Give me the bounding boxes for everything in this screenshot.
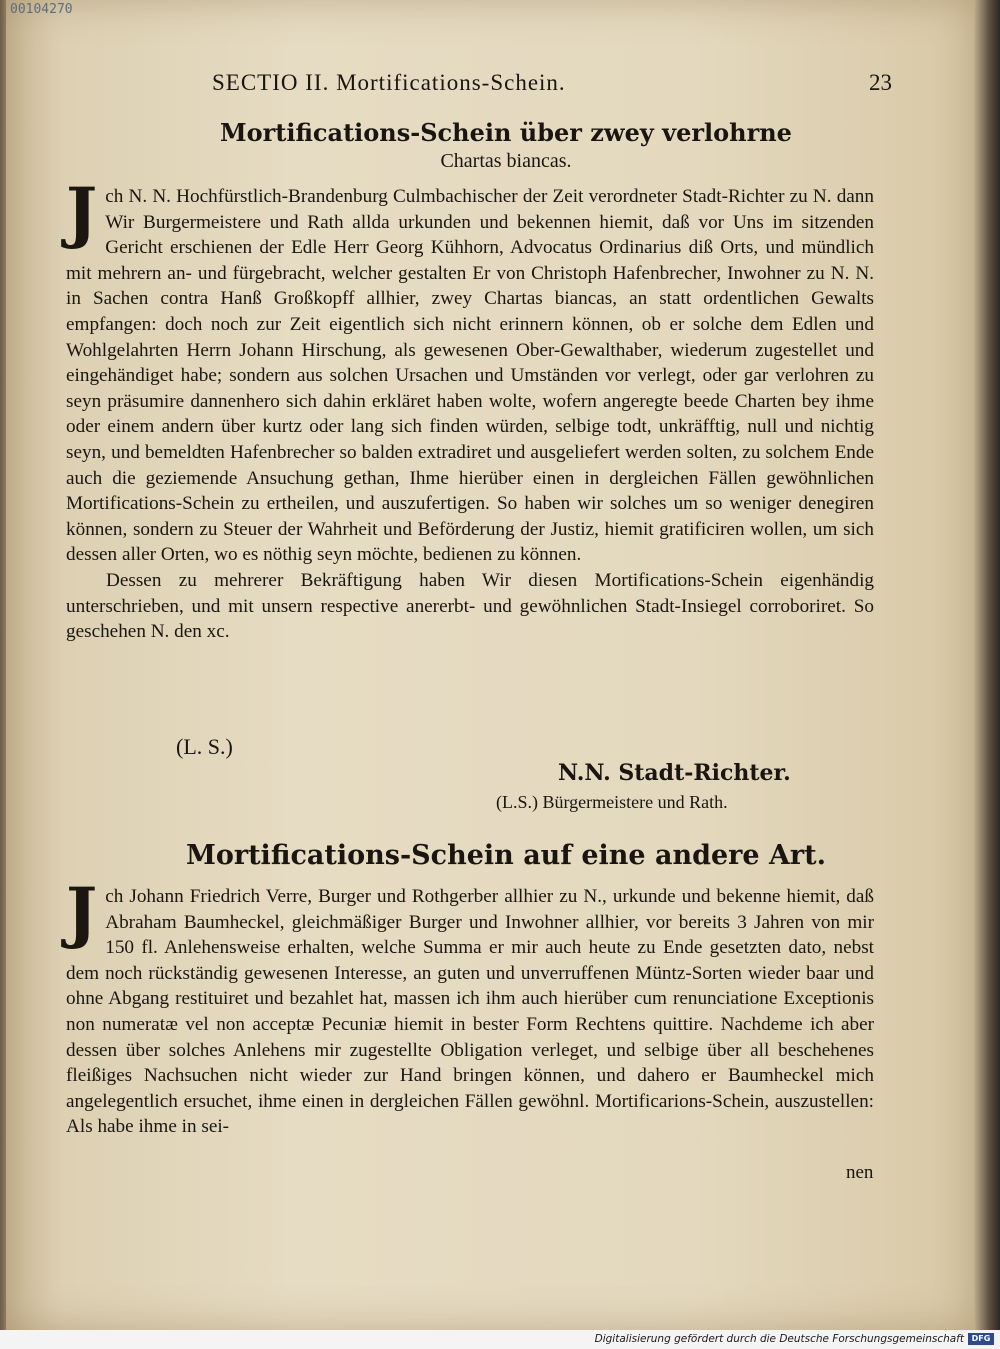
catalog-stamp: 00104270 xyxy=(10,2,73,17)
dfg-logo-icon: DFG xyxy=(968,1333,994,1345)
footer-bar xyxy=(0,1330,1000,1349)
catchword: nen xyxy=(846,1162,874,1183)
section2-body xyxy=(66,873,874,1140)
section1-heading: Mortifications-Schein über zwey verlohrne xyxy=(220,118,792,147)
dropcap: J xyxy=(66,873,98,951)
section1-subheading: Chartas biancas. xyxy=(440,150,572,172)
section1-paragraph2: Dessen zu mehrerer Bekräftigung haben Wir diesen Mortifications-Schein eigenhändig unterschrieben, und mit unsern respective anererbt- und gewöhnlichen Stadt-Insiegel corroboriret. So geschehen N. den xc. xyxy=(66,569,874,643)
dropcap: J xyxy=(66,173,98,251)
signature-council: (L.S.) Bürgermeistere und Rath. xyxy=(496,792,728,812)
page-number: 23 xyxy=(869,70,892,95)
section2-paragraph1: ch Johann Friedrich Verre, Burger und Rothgerber allhier zu N., urkunde und bekenne hiemit, daß Abraham Baumheckel, gleichmäßiger Burger und Inwohner allhier, vor bereits 3 Jahren von mir 150 fl. Anlehensweise erhalten, welche Summa er mir auch heute zu Ende gesetzten dato, nebst dem noch rückständig gewesenen Interesse, an guten und unverruffenen Müntz-Sorten wieder baar und ohne Abgang restituiret und bezahlet hat, massen ich ihm auch hierüber cum renunciatione Exceptionis non numeratæ vel non acceptæ Pecuniæ hiemit in bester Form Rechtens quittire. Nachdeme ich aber dessen über solches Anlehens mir zugestellte Obligation verleget, und selbige über all beschehenes fleißiges Nachsuchen nicht wieder zur Hand bringen können, und dahero er Baumheckel mich angelegentlich ersuchet, ihme einen in dergleichen Fällen gewöhnl. Mortificarions-Schein, auszustellen: Als habe ihme in sei- xyxy=(66,886,874,1138)
signature-stadt-richter: N.N. Stadt-Richter. xyxy=(558,760,791,786)
page-edge-right xyxy=(974,0,1000,1330)
running-head-title: SECTIO II. Mortifications-Schein. xyxy=(212,70,566,95)
section1-body xyxy=(66,173,874,645)
section2-heading: Mortifications-Schein auf eine andere Art. xyxy=(185,840,827,871)
footer-credit: Digitalisierung gefördert durch die Deutsche Forschungsgemeinschaft xyxy=(594,1333,964,1345)
book-page xyxy=(6,0,974,1330)
section1-paragraph1: ch N. N. Hochfürstlich-Brandenburg Culmbachischer der Zeit verordneter Stadt-Richter zu N. dann Wir Burgermeistere und Rath allda urkunden und bekennen hiemit, daß vor Uns im sitzenden Gericht erschienen der Edle Herr Georg Kühhorn, Advocatus Ordinarius diß Orts, und mündlich mit mehrern an- und fürgebracht, welcher gestalten Er von Christoph Hafenbrecher, Inwohner zu N. N. in Sachen contra Hanß Großkopff allhier, zwey Chartas biancas, an statt ordentlichen Gewalts empfangen: doch noch zur Zeit eigentlich sich nicht erinnern können, ob er solche dem Edlen und Wohlgelahrten Herrn Johann Hirschung, als gewesenen Ober-Gewalthaber, wiederum zugestellet und eingehändiget habe; sondern aus solchen Ursachen und Umständen vor verlegt, oder gar verlohren zu seyn präsumire dannenhero sich dahin erkläret haben wolte, wofern angeregte beede Charten bey ihme oder einem andern über kurtz oder lang sich finden würden, selbige todt, unkräfftig, null und nichtig seyn, und bemeldten Hafenbrecher so balden extradiret und ausgeliefert werden solten, zu solchem Ende auch die geziemende Ansuchung gethan, Ihme hierüber einen in dergleichen Fällen gewöhnlichen Mortifications-Schein zu ertheilen, und auszufertigen. So haben wir solches um so weniger denegiren können, sondern zu Steuer der Wahrheit und Beförderung der Justiz, hiemit gratificiren wollen, um sich dessen aller Orten, wo es nöthig seyn möchte, bedienen zu können. xyxy=(66,186,874,566)
seal-mark: (L. S.) xyxy=(176,734,233,759)
running-head xyxy=(212,70,892,106)
